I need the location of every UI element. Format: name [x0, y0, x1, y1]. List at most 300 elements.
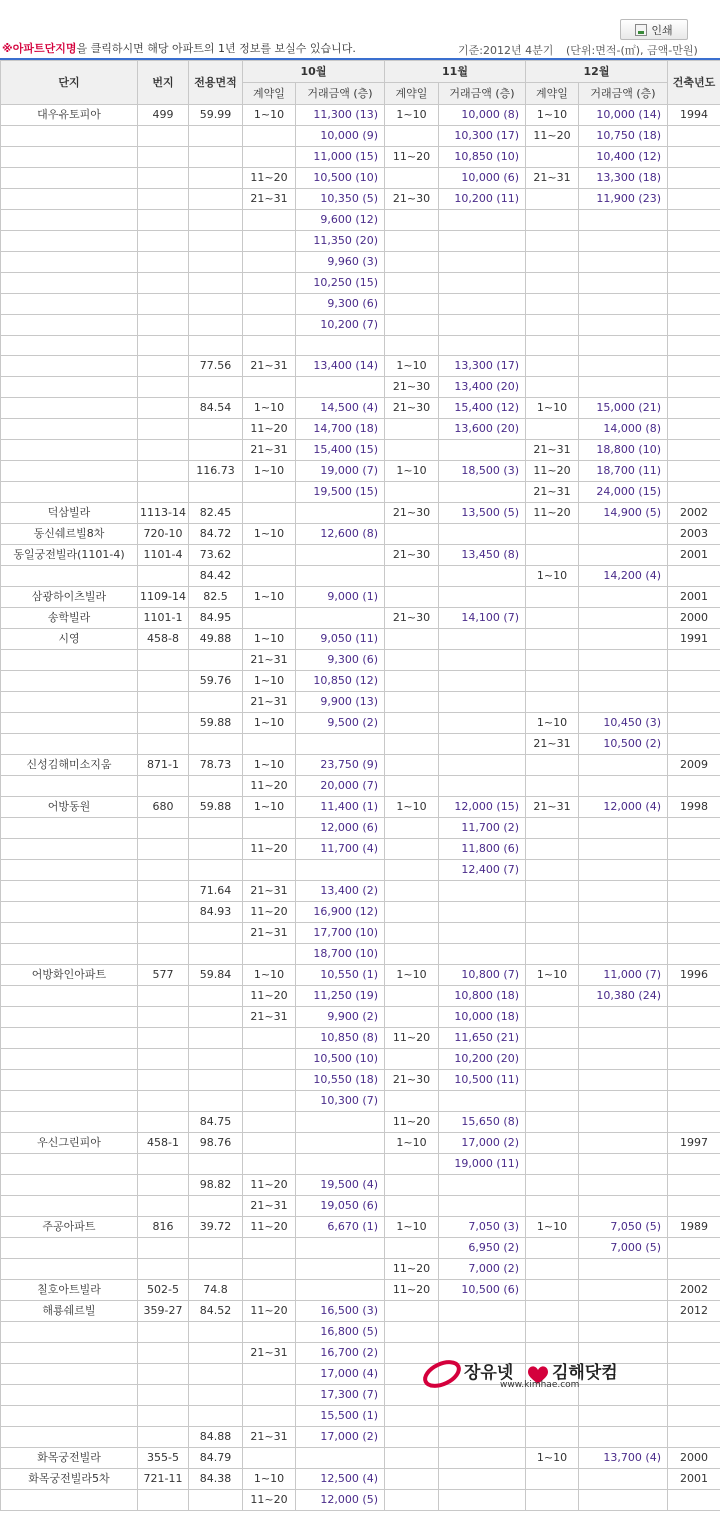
complex-name: [1, 671, 138, 692]
amount-nov: 13,600 (20): [439, 419, 526, 440]
area: [189, 315, 243, 336]
contract-day-nov: 1~10: [385, 1217, 439, 1238]
contract-day-dec: [526, 1427, 579, 1448]
contract-day-nov: [385, 252, 439, 273]
contract-day-nov: [385, 482, 439, 503]
amount-nov: [439, 252, 526, 273]
built-year: 2002: [668, 503, 720, 524]
amount-dec: [579, 356, 668, 377]
amount-nov: 10,000 (6): [439, 168, 526, 189]
contract-day-oct: [243, 315, 296, 336]
complex-name[interactable]: 칠호아트빌라: [1, 1280, 138, 1301]
amount-nov: [439, 1448, 526, 1469]
amount-nov: 10,000 (8): [439, 105, 526, 126]
contract-day-oct: 21~31: [243, 1343, 296, 1364]
built-year: [668, 734, 720, 755]
notice-rest: 을 클릭하시면 해당 아파트의 1년 정보를 보실수 있습니다.: [76, 42, 356, 55]
lot-number: 458-8: [138, 629, 189, 650]
contract-day-nov: [385, 818, 439, 839]
contract-day-dec: 1~10: [526, 566, 579, 587]
built-year: [668, 902, 720, 923]
lot-number: [138, 1490, 189, 1511]
contract-day-oct: 1~10: [243, 965, 296, 986]
contract-day-dec: [526, 1196, 579, 1217]
contract-day-nov: [385, 1091, 439, 1112]
col-month-10: 10월: [243, 61, 385, 83]
amount-dec: [579, 587, 668, 608]
table-row: [1, 1007, 720, 1028]
complex-name[interactable]: 화목궁전빌라: [1, 1448, 138, 1469]
built-year: [668, 294, 720, 315]
built-year: 2001: [668, 545, 720, 566]
area: [189, 944, 243, 965]
area: [189, 440, 243, 461]
amount-oct: 17,300 (7): [296, 1385, 385, 1406]
lot-number: [138, 944, 189, 965]
contract-day-nov: [385, 944, 439, 965]
amount-dec: 14,900 (5): [579, 503, 668, 524]
amount-oct: 19,500 (4): [296, 1175, 385, 1196]
lot-number: [138, 713, 189, 734]
complex-name[interactable]: 동일궁전빌라(1101-4): [1, 545, 138, 566]
amount-oct: [296, 1112, 385, 1133]
contract-day-oct: [243, 1049, 296, 1070]
amount-oct: 9,900 (2): [296, 1007, 385, 1028]
amount-oct: 9,500 (2): [296, 713, 385, 734]
contract-day-nov: [385, 986, 439, 1007]
col-amount: 거래금액 (층): [296, 83, 385, 105]
complex-name: [1, 923, 138, 944]
amount-oct: 10,500 (10): [296, 168, 385, 189]
area: 84.72: [189, 524, 243, 545]
complex-name[interactable]: 어방동원: [1, 797, 138, 818]
amount-oct: 9,000 (1): [296, 587, 385, 608]
built-year: [668, 692, 720, 713]
lot-number: 871-1: [138, 755, 189, 776]
amount-nov: [439, 923, 526, 944]
contract-day-dec: [526, 1490, 579, 1511]
amount-nov: 13,300 (17): [439, 356, 526, 377]
area: [189, 734, 243, 755]
amount-dec: 14,000 (8): [579, 419, 668, 440]
contract-day-nov: [385, 294, 439, 315]
lot-number: [138, 923, 189, 944]
built-year: 2001: [668, 1469, 720, 1490]
area: [189, 273, 243, 294]
contract-day-oct: 11~20: [243, 776, 296, 797]
contract-day-nov: 21~30: [385, 545, 439, 566]
amount-oct: 9,300 (6): [296, 650, 385, 671]
built-year: [668, 189, 720, 210]
amount-oct: 9,600 (12): [296, 210, 385, 231]
amount-oct: 11,000 (15): [296, 147, 385, 168]
complex-name: [1, 1427, 138, 1448]
built-year: 2002: [668, 1280, 720, 1301]
area: 116.73: [189, 461, 243, 482]
complex-name: [1, 377, 138, 398]
complex-name: [1, 1007, 138, 1028]
lot-number: [138, 566, 189, 587]
complex-name: [1, 356, 138, 377]
table-row: [1, 545, 720, 566]
lot-number: [138, 902, 189, 923]
contract-day-nov: [385, 1007, 439, 1028]
contract-day-dec: [526, 210, 579, 231]
contract-day-dec: [526, 755, 579, 776]
amount-oct: 11,700 (4): [296, 839, 385, 860]
contract-day-dec: [526, 1259, 579, 1280]
amount-dec: [579, 1427, 668, 1448]
amount-oct: 10,850 (12): [296, 671, 385, 692]
complex-name[interactable]: 우신그린피아: [1, 1133, 138, 1154]
lot-number: [138, 126, 189, 147]
built-year: [668, 776, 720, 797]
amount-nov: 13,450 (8): [439, 545, 526, 566]
table-row: [1, 1091, 720, 1112]
amount-nov: [439, 315, 526, 336]
amount-nov: [439, 587, 526, 608]
contract-day-oct: 1~10: [243, 797, 296, 818]
amount-oct: 10,850 (8): [296, 1028, 385, 1049]
contract-day-oct: 1~10: [243, 524, 296, 545]
table-row: [1, 734, 720, 755]
amount-dec: [579, 629, 668, 650]
built-year: [668, 881, 720, 902]
area: [189, 482, 243, 503]
table-row: [1, 1280, 720, 1301]
table-row: [1, 1196, 720, 1217]
amount-nov: 17,000 (2): [439, 1133, 526, 1154]
complex-name: [1, 1343, 138, 1364]
amount-oct: 15,500 (1): [296, 1406, 385, 1427]
built-year: [668, 1049, 720, 1070]
amount-nov: [439, 881, 526, 902]
area: 84.88: [189, 1427, 243, 1448]
table-row: [1, 923, 720, 944]
unit-note: (단위:면적-(㎡), 금액-만원): [566, 44, 698, 57]
complex-name[interactable]: 동신쉐르빌8차: [1, 524, 138, 545]
amount-oct: 13,400 (14): [296, 356, 385, 377]
contract-day-oct: 1~10: [243, 398, 296, 419]
amount-dec: 10,450 (3): [579, 713, 668, 734]
contract-day-oct: [243, 1112, 296, 1133]
complex-name: [1, 860, 138, 881]
print-button[interactable]: [620, 19, 688, 40]
amount-dec: [579, 1091, 668, 1112]
lot-number: 1109-14: [138, 587, 189, 608]
table-row: [1, 1070, 720, 1091]
amount-nov: 10,850 (10): [439, 147, 526, 168]
amount-nov: 7,050 (3): [439, 1217, 526, 1238]
contract-day-dec: [526, 1007, 579, 1028]
contract-day-dec: [526, 692, 579, 713]
amount-dec: [579, 1007, 668, 1028]
contract-day-oct: [243, 860, 296, 881]
contract-day-dec: [526, 1469, 579, 1490]
contract-day-nov: [385, 1469, 439, 1490]
built-year: [668, 252, 720, 273]
amount-oct: 13,400 (2): [296, 881, 385, 902]
table-row: [1, 713, 720, 734]
amount-oct: 10,250 (15): [296, 273, 385, 294]
complex-name: [1, 650, 138, 671]
complex-name: [1, 294, 138, 315]
contract-day-nov: 1~10: [385, 965, 439, 986]
amount-oct: [296, 1448, 385, 1469]
contract-day-nov: [385, 273, 439, 294]
site-logo: [420, 1354, 620, 1394]
contract-day-nov: [385, 1049, 439, 1070]
amount-nov: [439, 650, 526, 671]
amount-dec: 10,000 (14): [579, 105, 668, 126]
table-row: [1, 755, 720, 776]
contract-day-nov: [385, 1427, 439, 1448]
amount-oct: 6,670 (1): [296, 1217, 385, 1238]
amount-oct: 14,700 (18): [296, 419, 385, 440]
col-lot: 번지: [138, 61, 189, 105]
contract-day-nov: [385, 713, 439, 734]
area: 74.8: [189, 1280, 243, 1301]
contract-day-nov: 1~10: [385, 797, 439, 818]
built-year: [668, 1007, 720, 1028]
contract-day-nov: [385, 231, 439, 252]
table-row: [1, 1427, 720, 1448]
contract-day-oct: [243, 1070, 296, 1091]
top-bar: [0, 0, 720, 58]
lot-number: [138, 1259, 189, 1280]
complex-name: [1, 818, 138, 839]
amount-dec: [579, 1406, 668, 1427]
contract-day-dec: [526, 1322, 579, 1343]
amount-nov: [439, 755, 526, 776]
lot-number: [138, 356, 189, 377]
amount-oct: 11,300 (13): [296, 105, 385, 126]
complex-name[interactable]: 덕삼빌라: [1, 503, 138, 524]
amount-nov: [439, 231, 526, 252]
table-row: [1, 1028, 720, 1049]
lot-number: [138, 1049, 189, 1070]
amount-nov: [439, 692, 526, 713]
table-row: [1, 650, 720, 671]
complex-name[interactable]: 어방화인아파트: [1, 965, 138, 986]
contract-day-oct: [243, 1154, 296, 1175]
amount-dec: [579, 1490, 668, 1511]
amount-dec: [579, 336, 668, 356]
table-row: [1, 587, 720, 608]
table-row: [1, 1175, 720, 1196]
lot-number: [138, 734, 189, 755]
built-year: [668, 1091, 720, 1112]
built-year: [668, 1343, 720, 1364]
amount-oct: 10,550 (1): [296, 965, 385, 986]
amount-oct: 20,000 (7): [296, 776, 385, 797]
complex-name[interactable]: 시영: [1, 629, 138, 650]
contract-day-nov: [385, 336, 439, 356]
amount-dec: 7,050 (5): [579, 1217, 668, 1238]
built-year: [668, 671, 720, 692]
contract-day-nov: [385, 566, 439, 587]
built-year: [668, 398, 720, 419]
complex-name: [1, 273, 138, 294]
col-complex: 단지: [1, 61, 138, 105]
built-year: [668, 818, 720, 839]
contract-day-oct: 21~31: [243, 881, 296, 902]
area: 84.38: [189, 1469, 243, 1490]
contract-day-nov: 21~30: [385, 377, 439, 398]
lot-number: [138, 839, 189, 860]
amount-oct: 16,800 (5): [296, 1322, 385, 1343]
contract-day-oct: [243, 210, 296, 231]
built-year: 1996: [668, 965, 720, 986]
contract-day-dec: [526, 986, 579, 1007]
contract-day-nov: 21~30: [385, 608, 439, 629]
complex-name[interactable]: 송학빌라: [1, 608, 138, 629]
amount-dec: [579, 377, 668, 398]
area: [189, 168, 243, 189]
lot-number: [138, 294, 189, 315]
contract-day-oct: [243, 1238, 296, 1259]
table-row: [1, 1112, 720, 1133]
contract-day-oct: 21~31: [243, 1196, 296, 1217]
contract-day-dec: 21~31: [526, 797, 579, 818]
complex-name: [1, 419, 138, 440]
amount-dec: [579, 608, 668, 629]
col-contract-day: 계약일: [243, 83, 296, 105]
amount-dec: [579, 231, 668, 252]
contract-day-dec: 1~10: [526, 398, 579, 419]
table-row: [1, 252, 720, 273]
lot-number: 458-1: [138, 1133, 189, 1154]
area: [189, 1070, 243, 1091]
complex-name: [1, 1238, 138, 1259]
contract-day-nov: 1~10: [385, 105, 439, 126]
amount-oct: 16,500 (3): [296, 1301, 385, 1322]
complex-name[interactable]: 주공아파트: [1, 1217, 138, 1238]
built-year: [668, 1322, 720, 1343]
contract-day-nov: [385, 734, 439, 755]
amount-dec: [579, 210, 668, 231]
contract-day-oct: 1~10: [243, 461, 296, 482]
amount-nov: 10,800 (18): [439, 986, 526, 1007]
contract-day-nov: 21~30: [385, 189, 439, 210]
amount-dec: 11,900 (23): [579, 189, 668, 210]
lot-number: 816: [138, 1217, 189, 1238]
area: 77.56: [189, 356, 243, 377]
contract-day-oct: 11~20: [243, 902, 296, 923]
contract-day-dec: [526, 419, 579, 440]
complex-name[interactable]: 해룡쉐르빌: [1, 1301, 138, 1322]
complex-name[interactable]: 삼광하이츠빌라: [1, 587, 138, 608]
amount-oct: [296, 734, 385, 755]
col-amount: 거래금액 (층): [579, 83, 668, 105]
complex-name: [1, 482, 138, 503]
table-row: [1, 902, 720, 923]
table-row: [1, 294, 720, 315]
amount-nov: 7,000 (2): [439, 1259, 526, 1280]
amount-oct: [296, 1238, 385, 1259]
amount-nov: 11,700 (2): [439, 818, 526, 839]
contract-day-oct: 1~10: [243, 1469, 296, 1490]
contract-day-oct: 1~10: [243, 671, 296, 692]
amount-dec: 10,380 (24): [579, 986, 668, 1007]
complex-name[interactable]: 대우유토피아: [1, 105, 138, 126]
contract-day-oct: [243, 608, 296, 629]
contract-day-nov: 11~20: [385, 1028, 439, 1049]
complex-name[interactable]: 신성김해미소지움: [1, 755, 138, 776]
amount-dec: 13,700 (4): [579, 1448, 668, 1469]
table-row: [1, 1301, 720, 1322]
area: [189, 1490, 243, 1511]
contract-day-dec: 21~31: [526, 482, 579, 503]
amount-dec: [579, 692, 668, 713]
contract-day-oct: 21~31: [243, 356, 296, 377]
amount-nov: [439, 1175, 526, 1196]
area: [189, 1154, 243, 1175]
area: [189, 818, 243, 839]
area: 84.93: [189, 902, 243, 923]
contract-day-nov: [385, 902, 439, 923]
complex-name[interactable]: 화목궁전빌라5차: [1, 1469, 138, 1490]
table-row: [1, 315, 720, 336]
built-year: [668, 419, 720, 440]
built-year: [668, 650, 720, 671]
lot-number: [138, 1343, 189, 1364]
amount-nov: [439, 1490, 526, 1511]
lot-number: [138, 1385, 189, 1406]
built-year: [668, 440, 720, 461]
area: [189, 860, 243, 881]
contract-day-oct: 21~31: [243, 923, 296, 944]
complex-name: [1, 944, 138, 965]
amount-dec: 7,000 (5): [579, 1238, 668, 1259]
amount-dec: [579, 839, 668, 860]
area: 59.99: [189, 105, 243, 126]
complex-name: [1, 336, 138, 356]
contract-day-oct: 21~31: [243, 1427, 296, 1448]
amount-oct: 12,000 (6): [296, 818, 385, 839]
area: 82.45: [189, 503, 243, 524]
area: 59.84: [189, 965, 243, 986]
contract-day-nov: [385, 1322, 439, 1343]
amount-oct: 10,000 (9): [296, 126, 385, 147]
contract-day-dec: [526, 923, 579, 944]
amount-nov: [439, 1091, 526, 1112]
amount-oct: 12,000 (5): [296, 1490, 385, 1511]
table-row: [1, 336, 720, 356]
contract-day-oct: 11~20: [243, 168, 296, 189]
built-year: [668, 147, 720, 168]
built-year: [668, 860, 720, 881]
table-row: [1, 503, 720, 524]
amount-oct: [296, 1259, 385, 1280]
amount-nov: 13,500 (5): [439, 503, 526, 524]
contract-day-dec: [526, 1049, 579, 1070]
built-year: [668, 273, 720, 294]
built-year: [668, 1112, 720, 1133]
col-month-11: 11월: [385, 61, 526, 83]
table-row: [1, 273, 720, 294]
contract-day-oct: [243, 377, 296, 398]
built-year: [668, 1385, 720, 1406]
contract-day-nov: [385, 755, 439, 776]
amount-dec: [579, 1175, 668, 1196]
contract-day-oct: [243, 503, 296, 524]
amount-dec: [579, 1280, 668, 1301]
contract-day-oct: [243, 336, 296, 356]
table-row: [1, 1448, 720, 1469]
amount-oct: 9,960 (3): [296, 252, 385, 273]
contract-day-nov: 11~20: [385, 1280, 439, 1301]
